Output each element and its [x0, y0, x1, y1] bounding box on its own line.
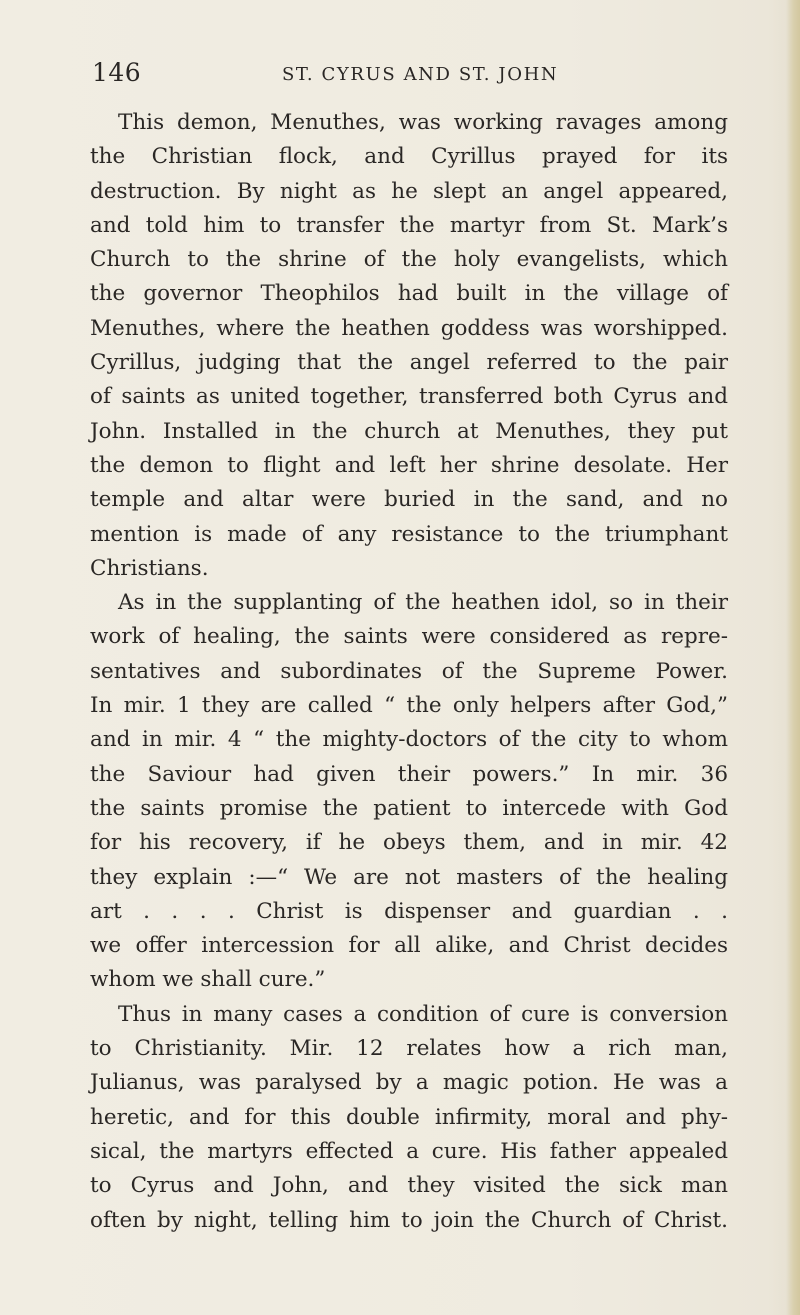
text-line: and told him to transfer the martyr from St. Mark’s	[90, 212, 728, 238]
text-line: to Cyrus and John, and they visited the sick man	[90, 1173, 728, 1199]
page-header	[92, 58, 732, 94]
text-line: they explain :—“ We are not masters of the healing	[90, 864, 728, 890]
text-line: John. Installed in the church at Menuthes, they put	[90, 418, 728, 444]
text-line: Cyrillus, judging that the angel referred to the pair	[90, 350, 728, 376]
text-line: for his recovery, if he obeys them, and in mir. 42	[90, 830, 728, 856]
running-head: ST. CYRUS AND ST. JOHN	[282, 64, 559, 85]
text-line: of saints as united together, transferred both Cyrus and	[90, 384, 728, 410]
text-line: Thus in many cases a condition of cure is conversion	[118, 1001, 728, 1027]
text-line: the Christian flock, and Cyrillus prayed for its	[90, 144, 728, 170]
text-line: sical, the martyrs effected a cure. His father appealed	[90, 1138, 728, 1164]
text-line: As in the supplanting of the heathen idol, so in their	[118, 590, 728, 616]
text-line: heretic, and for this double infirmity, moral and phy-	[90, 1104, 728, 1130]
text-line: mention is made of any resistance to the triumphant	[90, 521, 728, 547]
text-line: Church to the shrine of the holy evangelists, which	[90, 247, 728, 273]
text-line: the Saviour had given their powers.” In mir. 36	[90, 761, 728, 787]
text-line: art . . . . Christ is dispenser and guardian . .	[90, 898, 728, 924]
text-line: Christians.	[90, 555, 209, 581]
text-line: and in mir. 4 “ the mighty-doctors of the city to whom	[90, 727, 728, 753]
page-number: 146	[92, 58, 142, 87]
text-line: destruction. By night as he slept an angel appeared,	[90, 178, 728, 204]
text-line: the governor Theophilos had built in the village of	[90, 281, 728, 307]
text-line: whom we shall cure.”	[90, 967, 326, 993]
text-line: sentatives and subordinates of the Supreme Power.	[90, 658, 728, 684]
text-line: the saints promise the patient to intercede with God	[90, 795, 728, 821]
text-line: often by night, telling him to join the Church of Christ.	[90, 1207, 728, 1233]
text-line: the demon to flight and left her shrine desolate. Her	[90, 452, 728, 478]
text-line: This demon, Menuthes, was working ravages among	[118, 110, 728, 135]
text-line: Julianus, was paralysed by a magic potion. He was a	[90, 1070, 728, 1096]
text-line: we offer intercession for all alike, and Christ decides	[90, 933, 728, 959]
text-line: In mir. 1 they are called “ the only helpers after God,”	[90, 693, 728, 719]
page-edge	[786, 0, 800, 1315]
text-line: Menuthes, where the heathen goddess was worshipped.	[90, 315, 728, 341]
body-text	[90, 106, 728, 1238]
text-line: to Christianity. Mir. 12 relates how a rich man,	[90, 1036, 728, 1062]
text-line: temple and altar were buried in the sand, and no	[90, 487, 728, 513]
text-line: work of healing, the saints were considered as repre-	[90, 624, 728, 650]
